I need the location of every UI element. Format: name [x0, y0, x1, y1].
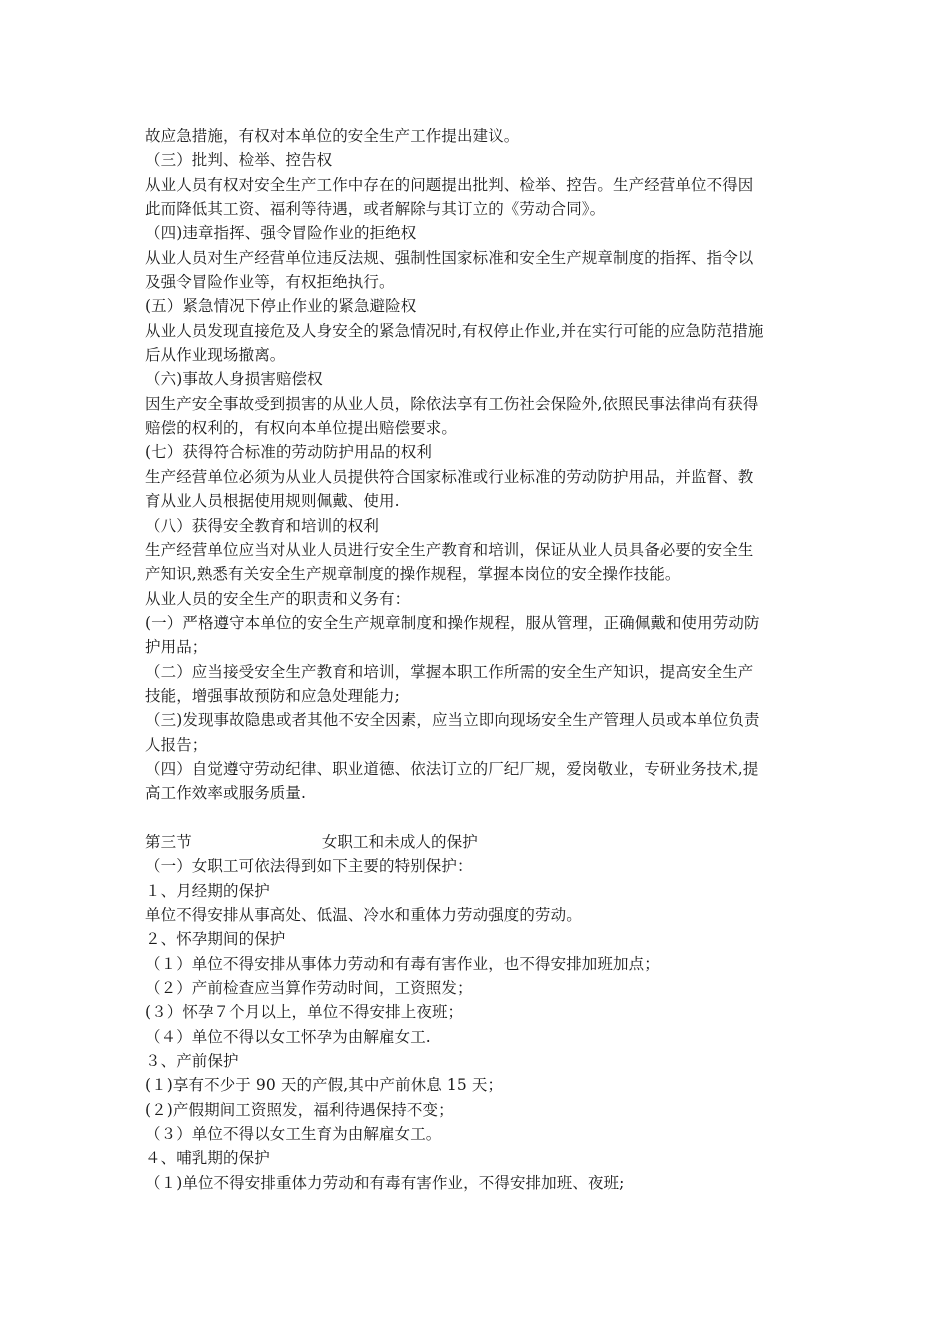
section-heading — [145, 830, 815, 854]
text-line: 从业人员发现直接危及人身安全的紧急情况时,有权停止作业,并在实行可能的应急防范措施 — [145, 321, 764, 340]
text-line: 生产经营单位必须为从业人员提供符合国家标准或行业标准的劳动防护用品，并监督、教 — [145, 467, 754, 486]
text-line: （四）自觉遵守劳动纪律、职业道德、依法订立的厂纪厂规，爱岗敬业，专研业务技术,提 — [145, 759, 759, 778]
text-line: 赔偿的权利的，有权向本单位提出赔偿要求。 — [145, 419, 458, 438]
document-body — [145, 124, 815, 1195]
text-line: 从业人员的安全生产的职责和义务有： — [145, 589, 411, 608]
text-line: （二）应当接受安全生产教育和培训，掌握本职工作所需的安全生产知识，提高安全生产 — [145, 662, 754, 681]
paragraph-spacer — [145, 806, 815, 830]
text-line: (七）获得符合标准的劳动防护用品的权利 — [145, 443, 432, 462]
text-line: 技能，增强事故预防和应急处理能力; — [145, 686, 400, 705]
text-line: 因生产安全事故受到损害的从业人员，除依法享有工伤社会保险外,依照民事法律尚有获得 — [145, 394, 759, 413]
text-line: （三)发现事故隐患或者其他不安全因素，应当立即向现场安全生产管理人员或本单位负责 — [145, 711, 760, 730]
text-line: （一）女职工可依法得到如下主要的特别保护： — [145, 857, 473, 876]
text-line: ３、产前保护 — [145, 1052, 239, 1071]
text-line: 护用品； — [145, 638, 208, 657]
text-line: （三）批判、检举、控告权 — [145, 151, 333, 170]
text-line: 人报告； — [145, 735, 208, 754]
text-line: 育从业人员根据使用规则佩戴、使用. — [145, 492, 400, 511]
text-line: (五）紧急情况下停止作业的紧急避险权 — [145, 297, 417, 316]
text-line: (１)享有不少于 90 天的产假,其中产前休息 15 天； — [145, 1076, 504, 1095]
text-line: （１）单位不得安排从事体力劳动和有毒有害作业，也不得安排加班加点； — [145, 954, 660, 973]
text-line: （４）单位不得以女工怀孕为由解雇女工. — [145, 1027, 431, 1046]
text-line: 从业人员对生产经营单位违反法规、强制性国家标准和安全生产规章制度的指挥、指令以 — [145, 248, 754, 267]
text-line: (２)产假期间工资照发，福利待遇保持不变； — [145, 1100, 454, 1119]
rights-and-duties-section — [145, 124, 815, 806]
text-line: ２、怀孕期间的保护 — [145, 930, 286, 949]
text-line: ４、哺乳期的保护 — [145, 1149, 270, 1168]
text-line: （六)事故人身损害赔偿权 — [145, 370, 323, 389]
text-line: （四)违章指挥、强令冒险作业的拒绝权 — [145, 224, 417, 243]
text-line: （２）产前检查应当算作劳动时间，工资照发； — [145, 979, 473, 998]
text-line: 单位不得安排从事高处、低温、冷水和重体力劳动强度的劳动。 — [145, 906, 582, 924]
text-line: (一）严格遵守本单位的安全生产规章制度和操作规程，服从管理，正确佩戴和使用劳动防 — [145, 613, 760, 632]
text-line: 故应急措施，有权对本单位的安全生产工作提出建议。 — [145, 127, 520, 145]
text-line: 及强令冒险作业等，有权拒绝执行。 — [145, 273, 395, 292]
text-line: （３）单位不得以女工生育为由解雇女工。 — [145, 1125, 442, 1144]
text-line: 产知识,熟悉有关安全生产规章制度的操作规程，掌握本岗位的安全操作技能。 — [145, 565, 681, 584]
text-line: 生产经营单位应当对从业人员进行安全生产教育和培训，保证从业人员具备必要的安全生 — [145, 540, 754, 559]
text-line: 从业人员有权对安全生产工作中存在的问题提出批判、检举、控告。生产经营单位不得因 — [145, 175, 754, 194]
text-line: 此而降低其工资、福利等待遇，或者解除与其订立的《劳动合同》。 — [145, 200, 606, 219]
text-line: 高工作效率或服务质量. — [145, 784, 307, 803]
section-number: 第三节 — [145, 832, 192, 851]
text-line: (３）怀孕７个月以上，单位不得安排上夜班； — [145, 1003, 464, 1022]
section-title: 女职工和未成人的保护 — [321, 832, 478, 851]
female-workers-protection-section — [145, 854, 815, 1195]
text-line: １、月经期的保护 — [145, 881, 270, 900]
text-line: 后从作业现场撤离。 — [145, 346, 286, 365]
text-line: （１)单位不得安排重体力劳动和有毒有害作业，不得安排加班、夜班; — [145, 1173, 625, 1192]
text-line: （八）获得安全教育和培训的权利 — [145, 516, 380, 535]
